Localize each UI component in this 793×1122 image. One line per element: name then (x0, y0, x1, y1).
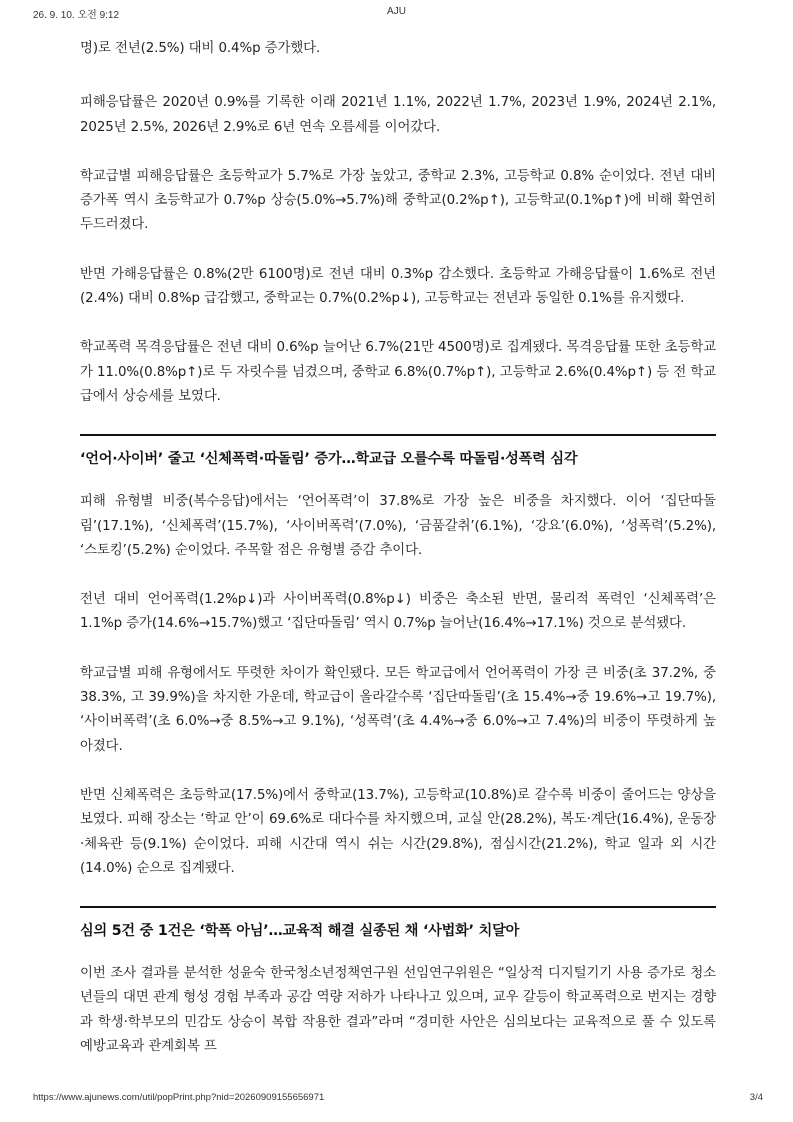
paragraph: 명)로 전년(2.5%) 대비 0.4%p 증가했다. (80, 41, 321, 56)
page-number: 3/4 (749, 1092, 763, 1103)
paragraph: 피해응답률은 2020년 0.9%를 기록한 이래 2021년 1.1%, 2022년 1.7%, 2023년 1.9%, 2024년 2.1%, 2025년 2.5%, 2026년 2.9%로 6년 연속 오름세를 이어갔다. (80, 95, 716, 135)
paragraph: 이번 조사 결과를 분석한 성윤숙 한국청소년정책연구원 선임연구위원은 “일상적 디지털기기 사용 증가로 청소년들의 대면 관계 형성 경험 부족과 공감 역량 저하가 나타나고 있으며, 교우 갈등이 학교폭력으로 번지는 경향과 학생·학부모의 민감도 상승이 복합 작용한 결과”라며 “경미한 사안은 심의보다는 교육적으로 풀 수 있도록 예방교육과 관계회복 프 (80, 966, 716, 1055)
site-name: AJU (387, 6, 406, 17)
section-divider (80, 434, 716, 436)
section-heading: 심의 5건 중 1건은 ‘학폭 아님’…교육적 해결 실종된 채 ‘사법화’ 치달아 (80, 923, 520, 940)
paragraph: 학교급별 피해 유형에서도 뚜렷한 차이가 확인됐다. 모든 학교급에서 언어폭력이 가장 큰 비중(초 37.2%, 중 38.3%, 고 39.9%)을 차지한 가운데, 학교급이 올라갈수록 ‘집단따돌림’(초 15.4%→중 19.6%→고 19.7%), ‘사이버폭력’(초 6.0%→중 8.5%→고 9.1%), ‘성폭력’(초 4.4%→중 6.0%→고 7.4%)의 비중이 뚜렷하게 높아졌다. (80, 665, 716, 754)
section-heading: ‘언어·사이버’ 줄고 ‘신체폭력·따돌림’ 증가…학교급 오를수록 따돌림·성폭력 심각 (80, 451, 578, 468)
article-body (80, 37, 716, 1084)
paragraph: 반면 신체폭력은 초등학교(17.5%)에서 중학교(13.7%), 고등학교(10.8%)로 갈수록 비중이 줄어드는 양상을 보였다. 피해 장소는 ‘학교 안’이 69.6%로 대다수를 차지했으며, 교실 안(28.2%), 복도·계단(16.4%), 운동장·체육관 등(9.1%) 순이었다. 피해 시간대 역시 쉬는 시간(29.8%), 점심시간(21.2%), 학교 일과 외 시간(14.0%) 순으로 집계됐다. (80, 787, 716, 876)
paragraph: 학교급별 피해응답률은 초등학교가 5.7%로 가장 높았고, 중학교 2.3%, 고등학교 0.8% 순이었다. 전년 대비 증가폭 역시 초등학교가 0.7%p 상승(5.0%→5.7%)해 중학교(0.2%p↑), 고등학교(0.1%p↑)에 비해 확연히 두드러졌다. (80, 168, 716, 233)
page-url: https://www.ajunews.com/util/popPrint.php?nid=20260909155656971 (33, 1092, 325, 1103)
print-datetime: 26. 9. 10. 오전 9:12 (33, 10, 120, 21)
paragraph: 반면 가해응답률은 0.8%(2만 6100명)로 전년 대비 0.3%p 감소했다. 초등학교 가해응답률이 1.6%로 전년(2.4%) 대비 0.8%p 급감했고, 중학교는 0.7%(0.2%p↓), 고등학교는 전년과 동일한 0.1%를 유지했다. (80, 266, 716, 307)
paragraph: 피해 유형별 비중(복수응답)에서는 ‘언어폭력’이 37.8%로 가장 높은 비중을 차지했다. 이어 ‘집단따돌림’(17.1%), ‘신체폭력’(15.7%), ‘사이버폭력’(7.0%), ‘금품갈취’(6.1%), ‘강요’(6.0%), ‘성폭력’(5.2%), ‘스토킹’(5.2%) 순이었다. 주목할 점은 유형별 증감 추이다. (80, 494, 716, 558)
paragraph: 전년 대비 언어폭력(1.2%p↓)과 사이버폭력(0.8%p↓) 비중은 축소된 반면, 물리적 폭력인 ‘신체폭력’은 1.1%p 증가(14.6%→15.7%)했고 ‘집단따돌림’ 역시 0.7%p 늘어난(16.4%→17.1%) 것으로 분석됐다. (80, 592, 716, 632)
paragraph: 학교폭력 목격응답률은 전년 대비 0.6%p 늘어난 6.7%(21만 4500명)로 집계됐다. 목격응답률 또한 초등학교가 11.0%(0.8%p↑)로 두 자릿수를 넘겼으며, 중학교 6.8%(0.7%p↑), 고등학교 2.6%(0.4%p↑) 등 전 학교급에서 상승세를 보였다. (80, 340, 716, 404)
section-divider (80, 906, 716, 908)
